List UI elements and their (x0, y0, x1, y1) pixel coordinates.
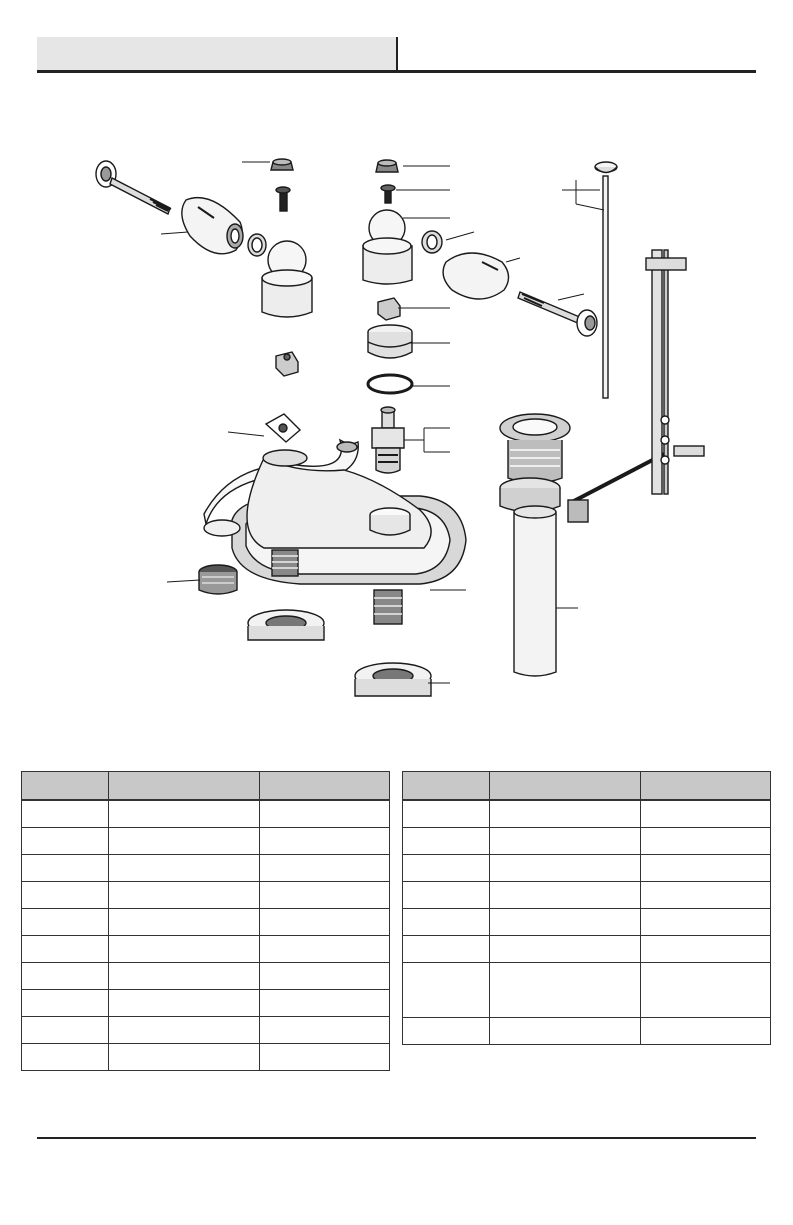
header-tab (37, 37, 398, 71)
clevis-strap (646, 250, 704, 494)
drain-assembly (500, 162, 704, 676)
right-nut (378, 298, 400, 320)
table-cell (490, 800, 641, 828)
table-cell (490, 909, 641, 936)
table-cell (403, 855, 490, 882)
right-mounting-nut (355, 663, 431, 696)
washer-ring (368, 375, 412, 393)
table-cell (490, 963, 641, 1018)
table-cell (109, 990, 260, 1017)
drain-flange (500, 414, 570, 512)
table-row (22, 828, 390, 855)
table-cell (109, 855, 260, 882)
table-cell (641, 855, 771, 882)
table-row (22, 800, 390, 828)
header-rule (37, 70, 756, 73)
aerator (199, 565, 237, 594)
tailpiece (514, 506, 556, 676)
table-cell (641, 1018, 771, 1045)
pivot-rod (572, 454, 664, 502)
valve-cartridge (372, 407, 404, 473)
table-cell (490, 828, 641, 855)
table-cell (109, 909, 260, 936)
table-row (22, 1017, 390, 1044)
right-lever-handle (443, 253, 508, 299)
left-mounting-nut (248, 610, 324, 640)
left-handle-assembly (96, 159, 312, 376)
table-cell (641, 909, 771, 936)
right-o-ring (422, 231, 442, 253)
table-cell (22, 882, 109, 909)
table-cell (22, 855, 109, 882)
table-row (22, 963, 390, 990)
left-o-ring (248, 234, 266, 256)
table-cell (260, 882, 390, 909)
table-cell (109, 1044, 260, 1071)
table-cell (403, 800, 490, 828)
parts-table-left (21, 771, 390, 1071)
table-cell (490, 936, 641, 963)
table-row (403, 800, 771, 828)
diverter-handle (266, 414, 300, 442)
table-cell (22, 936, 109, 963)
table-cell (641, 828, 771, 855)
table-cell (109, 963, 260, 990)
table-cell (260, 990, 390, 1017)
table-row (403, 909, 771, 936)
table-cell (109, 882, 260, 909)
column-header (260, 772, 390, 801)
table-row (403, 855, 771, 882)
table-cell (109, 1017, 260, 1044)
right-button-cap (376, 160, 398, 172)
left-button-cap (271, 159, 293, 170)
left-handle-base (262, 241, 312, 317)
parts-table-right (402, 771, 771, 1045)
table-cell (260, 936, 390, 963)
exploded-parts-diagram (0, 140, 793, 710)
faucet-body (204, 414, 466, 624)
table-row (22, 936, 390, 963)
table-cell (22, 1017, 109, 1044)
table-cell (22, 963, 109, 990)
table-cell (490, 855, 641, 882)
table-row (403, 882, 771, 909)
table-row (22, 882, 390, 909)
column-header (403, 772, 490, 801)
table-cell (260, 855, 390, 882)
table-cell (109, 828, 260, 855)
left-handle-bolt (96, 161, 171, 214)
table-cell (22, 1044, 109, 1071)
table-cell (109, 936, 260, 963)
column-header (641, 772, 771, 801)
table-cell (109, 800, 260, 828)
left-screw (276, 187, 290, 211)
table-cell (22, 909, 109, 936)
table-cell (403, 963, 490, 1018)
table-header-row (403, 772, 771, 801)
table-row (403, 1018, 771, 1045)
table-row (22, 909, 390, 936)
right-shank (374, 590, 402, 624)
left-shank (272, 550, 298, 576)
table-cell (641, 936, 771, 963)
footer-rule (37, 1137, 756, 1139)
table-cell (260, 800, 390, 828)
table-cell (641, 963, 771, 1018)
column-header (490, 772, 641, 801)
table-cell (260, 1044, 390, 1071)
table-cell (22, 800, 109, 828)
table-row (22, 1044, 390, 1071)
column-header (22, 772, 109, 801)
bonnet-nut (368, 325, 412, 358)
table-row (403, 828, 771, 855)
pivot-nut (568, 500, 588, 522)
table-cell (490, 1018, 641, 1045)
table-cell (490, 882, 641, 909)
table-cell (403, 936, 490, 963)
left-lever-handle (182, 198, 243, 254)
table-cell (22, 990, 109, 1017)
table-cell (22, 828, 109, 855)
left-nut (276, 352, 298, 376)
column-header (109, 772, 260, 801)
table-cell (403, 882, 490, 909)
table-cell (260, 909, 390, 936)
lift-rod (595, 162, 617, 398)
table-row (22, 855, 390, 882)
right-screw (381, 185, 395, 203)
table-header-row (22, 772, 390, 801)
table-cell (260, 1017, 390, 1044)
table-row (403, 963, 771, 1018)
table-cell (641, 800, 771, 828)
table-cell (641, 882, 771, 909)
table-cell (260, 828, 390, 855)
table-cell (403, 909, 490, 936)
table-cell (403, 828, 490, 855)
table-row (22, 990, 390, 1017)
table-row (403, 936, 771, 963)
right-handle-base (363, 210, 412, 284)
table-cell (403, 1018, 490, 1045)
right-handle-bolt (518, 292, 597, 336)
table-cell (260, 963, 390, 990)
